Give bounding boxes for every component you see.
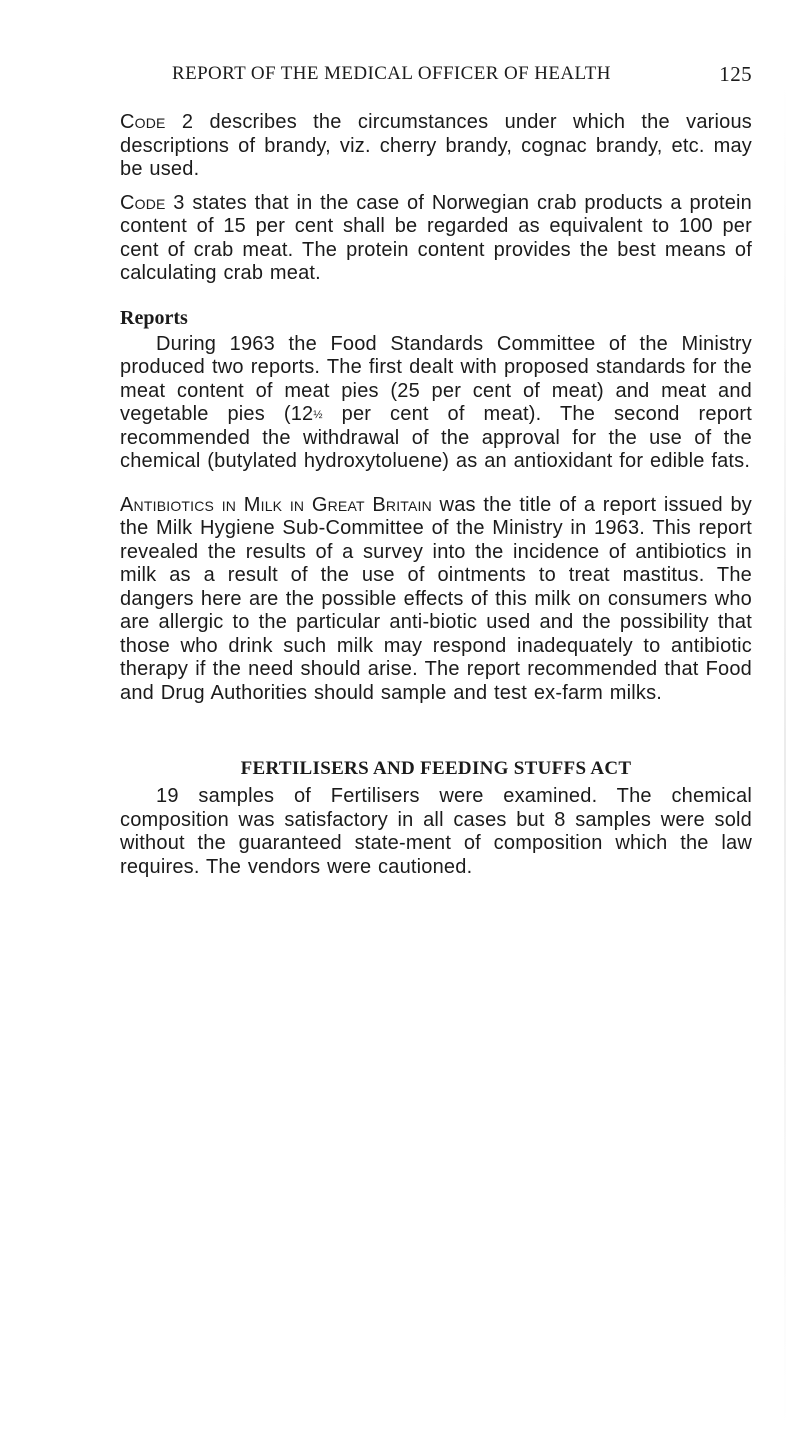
scan-edge-shadow xyxy=(784,80,786,1430)
body-text xyxy=(120,111,752,879)
page-number: 125 xyxy=(719,62,752,86)
reports-text-1: During 1963 the Food Standards Committee of the Ministry produced two reports. The first dealt with proposed standards for the meat content of meat pies (25 per cent of meat) and meat and vegetable pies (12 xyxy=(120,332,752,425)
reports-text-2: per cent of meat). The second report recommended the withdrawal of the approval for the use of the chemical (butylated hydroxytoluene) as an antioxidant for edible fats. xyxy=(120,403,752,472)
paragraph-reports xyxy=(120,333,752,474)
paragraph-code-3 xyxy=(120,192,752,286)
code-2-text: 2 describes the circumstances under which the various descriptions of brandy, viz. cherry brandy, cognac brandy, etc. may be used. xyxy=(120,111,752,180)
paragraph-code-2 xyxy=(120,111,752,182)
reports-heading: Reports xyxy=(120,306,188,329)
antibiotics-report-title: Antibiotics in Milk in Great Britain xyxy=(120,493,432,516)
running-title: REPORT OF THE MEDICAL OFFICER OF HEALTH xyxy=(172,63,611,84)
code-3-text: 3 states that in the case of Norwegian crab products a protein content of 15 per cent shall be regarded as equivalent to 100 per cent of crab meat. The protein content provides the best means of calculating crab meat. xyxy=(120,191,752,284)
code-3-lead: Code xyxy=(120,191,166,214)
fraction-half: ½ xyxy=(313,409,323,421)
running-head xyxy=(120,63,752,91)
antibiotics-text: was the title of a report issued by the Milk Hygiene Sub-Committee of the Ministry in 1963. This report revealed the results of a survey into the incidence of antibiotics in milk as a result of the use of ointments to treat mastitus. The dangers here are the possible effects of this milk on consumers who are allergic to the particular anti-biotic used and the possibility that those who drink such milk may respond inadequately to antibiotic therapy if the need should arise. The report recommended that Food and Drug Authorities should sample and test ex-farm milks. xyxy=(120,493,752,704)
code-2-lead: Code xyxy=(120,111,166,133)
fertilisers-heading: FERTILISERS AND FEEDING STUFFS ACT xyxy=(240,758,632,779)
paragraph-fertilisers: 19 samples of Fertilisers were examined. The chemical composition was satisfactory in all cases but 8 samples were sold without the guaranteed state-ment of composition which the law requires. The vendors were cautioned. xyxy=(120,785,752,878)
paragraph-antibiotics xyxy=(120,494,752,706)
